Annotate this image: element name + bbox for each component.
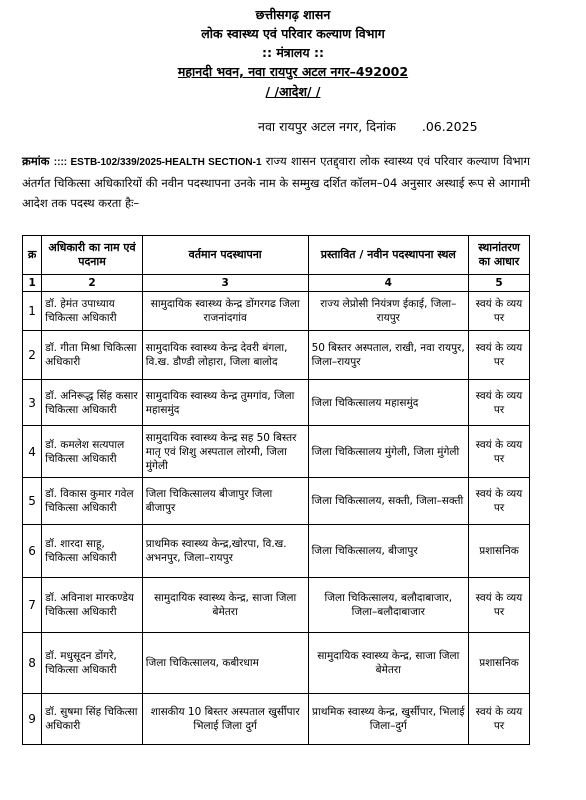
department-name: लोक स्वास्थ्य एवं परिवार कल्याण विभाग — [201, 26, 385, 41]
cell-proposed: जिला चिकित्सालय, बीजापुर — [308, 525, 468, 578]
cell-sn: 6 — [23, 525, 42, 578]
place-label: नवा रायपुर अटल नगर, दिनांक — [258, 119, 396, 134]
cell-current: सामुदायिक स्वास्थ्य केन्द्र देवरी बंगला, वि.ख. डौण्डी लोहारा, जिला बालोद — [142, 331, 308, 380]
cell-current: सामुदायिक स्वास्थ्य केन्द्र, साजा जिला बेमेतरा — [142, 578, 308, 633]
col-header-proposed: प्रस्तावित / नवीन पदस्थापना स्थल — [308, 236, 468, 275]
table-row — [23, 380, 530, 426]
cell-name: डॉ. गीता मिश्रा चिकित्सा अधिकारी — [42, 331, 143, 380]
cell-current: शासकीय 10 बिस्तर अस्पताल खुर्सीपार भिलाई जिला दुर्ग — [142, 694, 308, 745]
table-row — [23, 478, 530, 525]
col-number: 4 — [308, 275, 468, 292]
order-title: / /आदेश/ / — [265, 84, 321, 99]
cell-name: डॉ. अविनाश मारकण्डेय चिकित्सा अधिकारी — [42, 578, 143, 633]
order-number-label: क्रमांक — [22, 154, 50, 168]
table-row — [23, 331, 530, 380]
col-number: 2 — [42, 275, 143, 292]
cell-sn: 4 — [23, 426, 42, 478]
table-row — [23, 426, 530, 478]
ministry-label: :: मंत्रालय :: — [261, 45, 325, 60]
order-text: राज्य शासन एतद्द्वारा लोक स्वास्थ्य एवं परिवार कल्याण विभाग अंतर्गत चिकित्सा अधिकारियों की नवीन पदस्थापना उनके नाम के सम्मुख दर्शित कॉलम–04 अनुसार अस्थाई रूप से आगामी आदेश तक पदस्थ करता हैः– — [22, 154, 530, 210]
cell-sn: 7 — [23, 578, 42, 633]
cell-proposed: जिला चिकित्सालय, सक्ती, जिला–सक्ती — [308, 478, 468, 525]
cell-proposed: राज्य लेप्रोसी नियंत्रण ईकाई, जिला–रायपुर — [308, 292, 468, 331]
cell-basis: स्वयं के व्यय पर — [469, 426, 530, 478]
cell-basis: स्वयं के व्यय पर — [469, 478, 530, 525]
table-row — [23, 633, 530, 694]
table-row — [23, 525, 530, 578]
order-paragraph — [22, 151, 530, 213]
cell-current: प्राथमिक स्वास्थ्य केन्द्र,खोरपा, वि.ख. अभनपुर, जिला–रायपुर — [142, 525, 308, 578]
table-row — [23, 694, 530, 745]
cell-current: जिला चिकित्सालय बीजापुर जिला बीजापुर — [142, 478, 308, 525]
col-header-sn: क्र — [23, 236, 42, 275]
col-header-name: अधिकारी का नाम एवं पदनाम — [42, 236, 143, 275]
cell-proposed: प्राथमिक स्वास्थ्य केन्द्र, खुर्सीपार, भिलाई जिला–दुर्ग — [308, 694, 468, 745]
cell-sn: 5 — [23, 478, 42, 525]
cell-proposed: 50 बिस्तर अस्पताल, राखी, नवा रायपुर, जिला–रायपुर — [308, 331, 468, 380]
cell-sn: 2 — [23, 331, 42, 380]
cell-basis: स्वयं के व्यय पर — [469, 380, 530, 426]
col-number: 5 — [469, 275, 530, 292]
posting-table — [22, 235, 530, 745]
date-line — [258, 118, 478, 135]
column-number-row — [23, 275, 530, 292]
order-reference: :::: ESTB-102/339/2025-HEALTH SECTION-1 — [53, 157, 262, 168]
cell-basis: स्वयं के व्यय पर — [469, 694, 530, 745]
col-header-basis: स्थानांतरण का आधार — [469, 236, 530, 275]
cell-name: डॉ. कमलेश सत्यपाल चिकित्सा अधिकारी — [42, 426, 143, 478]
cell-sn: 9 — [23, 694, 42, 745]
cell-name: डॉ. अनिरूद्ध सिंह कसार चिकित्सा अधिकारी — [42, 380, 143, 426]
cell-name: डॉ. मधुसूदन डोंगरे, चिकित्सा अधिकारी — [42, 633, 143, 694]
col-number: 1 — [23, 275, 42, 292]
table-row — [23, 578, 530, 633]
cell-proposed: जिला चिकित्सालय मुंगेली, जिला मुंगेली — [308, 426, 468, 478]
col-number: 3 — [142, 275, 308, 292]
cell-basis: प्रशासनिक — [469, 633, 530, 694]
address-line: महानदी भवन, नवा रायपुर अटल नगर–492002 — [177, 64, 409, 79]
cell-current: सामुदायिक स्वास्थ्य केन्द्र तुमगांव, जिला महासमुंद — [142, 380, 308, 426]
order-date: .06.2025 — [421, 119, 478, 134]
cell-basis: प्रशासनिक — [469, 525, 530, 578]
cell-basis: स्वयं के व्यय पर — [469, 331, 530, 380]
cell-current: सामुदायिक स्वास्थ्य केन्द्र डोंगरगढ जिला राजनांदगांव — [142, 292, 308, 331]
table-row — [23, 292, 530, 331]
cell-proposed: जिला चिकित्सालय महासमुंद — [308, 380, 468, 426]
cell-current: सामुदायिक स्वास्थ्य केन्द्र सह 50 बिस्तर मातृ एवं शिशु अस्पताल लोरमी, जिला मुंगेली — [142, 426, 308, 478]
cell-basis: स्वयं के व्यय पर — [469, 578, 530, 633]
cell-basis: स्वयं के व्यय पर — [469, 292, 530, 331]
col-header-current: वर्तमान पदस्थापना — [142, 236, 308, 275]
cell-name: डॉ. शारदा साहू, चिकित्सा अधिकारी — [42, 525, 143, 578]
cell-proposed: जिला चिकित्सालय, बलौदाबाजार, जिला–बलौदाबाजार — [308, 578, 468, 633]
govt-name: छत्तीसगढ़ शासन — [255, 7, 331, 22]
cell-name: डॉ. हेमंत उपाध्याय चिकित्सा अधिकारी — [42, 292, 143, 331]
cell-sn: 1 — [23, 292, 42, 331]
cell-sn: 8 — [23, 633, 42, 694]
cell-sn: 3 — [23, 380, 42, 426]
cell-name: डॉ. विकास कुमार गवेल चिकित्सा अधिकारी — [42, 478, 143, 525]
cell-proposed: सामुदायिक स्वास्थ्य केन्द्र, साजा जिला बेमेतरा — [308, 633, 468, 694]
table-header-row — [23, 236, 530, 275]
cell-current: जिला चिकित्सालय, कबीरधाम — [142, 633, 308, 694]
cell-name: डॉ. सुषमा सिंह चिकित्सा अधिकारी — [42, 694, 143, 745]
